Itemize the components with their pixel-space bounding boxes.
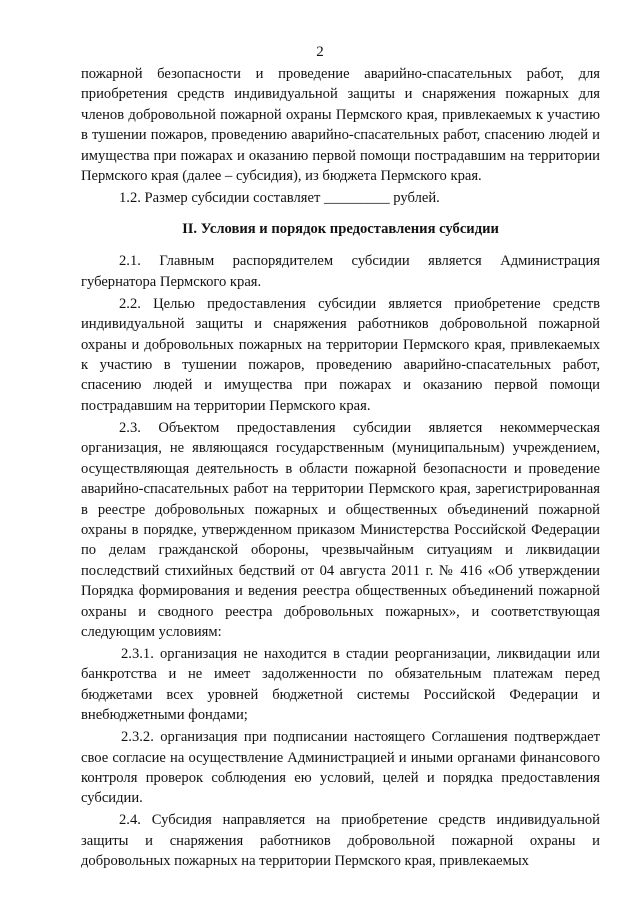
document-body (81, 64, 600, 873)
paragraph-continuation: пожарной безопасности и проведение аварийно-спасательных работ, для приобретения средств индивидуальной защиты и снаряжения пожарных для членов добровольной пожарной охраны Пермского края, привлекаемых к участию в тушении пожаров, проведению аварийно-спасательных работ, спасению людей и имущества при пожарах и оказанию первой помощи пострадавшим на территории Пермского края (далее – субсидия), из бюджета Пермского края. (81, 66, 600, 185)
section-heading: II. Условия и порядок предоставления субсидии (182, 221, 499, 238)
paragraph-2-3-2: 2.3.2. организация при подписании настоящего Соглашения подтверждает свое согласие на осуществление Администрацией и иными органами финансового контроля проверок соблюдения ею условий, целей и порядка предоставления субсидии. (81, 729, 600, 807)
paragraph-2-3: 2.3. Объектом предоставления субсидии является некоммерческая организация, не являющаяся государственным (муниципальным) учреждением, осуществляющая деятельность в области пожарной безопасности и проведение аварийно-спасательных работ на территории Пермского края, зарегистрированная в реестре добровольных пожарных и общественных объединений пожарной охраны в порядке, утвержденном приказом Министерства Российской Федерации по делам гражданской обороны, чрезвычайным ситуациям и ликвидации последствий стихийных бедствий от 04 августа 2011 г. № 416 «Об утверждении Порядка формирования и ведения реестра общественных объединений пожарной охраны и сводного реестра добровольных пожарных», и соответствующая следующим условиям: (81, 419, 600, 640)
paragraph-subsidy-amount: 1.2. Размер субсидии составляет _________ рублей. (119, 190, 440, 207)
paragraph-2-4: 2.4. Субсидия направляется на приобретение средств индивидуальной защиты и снаряжения работников добровольной пожарной охраны и добровольных пожарных на территории Пермского края, привлекаемых (81, 812, 600, 870)
paragraph-2-3-1: 2.3.1. организация не находится в стадии реорганизации, ликвидации или банкротства и не имеет задолженности по обязательным платежам перед бюджетами всех уровней бюджетной системы Российской Федерации и внебюджетными фондами; (81, 645, 600, 724)
page-number: 2 (316, 44, 324, 60)
paragraph-2-1: 2.1. Главным распорядителем субсидии является Администрация губернатора Пермского края. (81, 253, 600, 290)
paragraph-2-2: 2.2. Целью предоставления субсидии является приобретение средств индивидуальной защиты и снаряжения работников добровольной пожарной охраны и добровольных пожарных на территории Пермского края, привлекаемых к участию в тушении пожаров, проведению аварийно-спасательных работ, спасению людей и имущества при пожарах и оказанию первой помощи пострадавшим на территории Пермского края. (81, 295, 600, 414)
